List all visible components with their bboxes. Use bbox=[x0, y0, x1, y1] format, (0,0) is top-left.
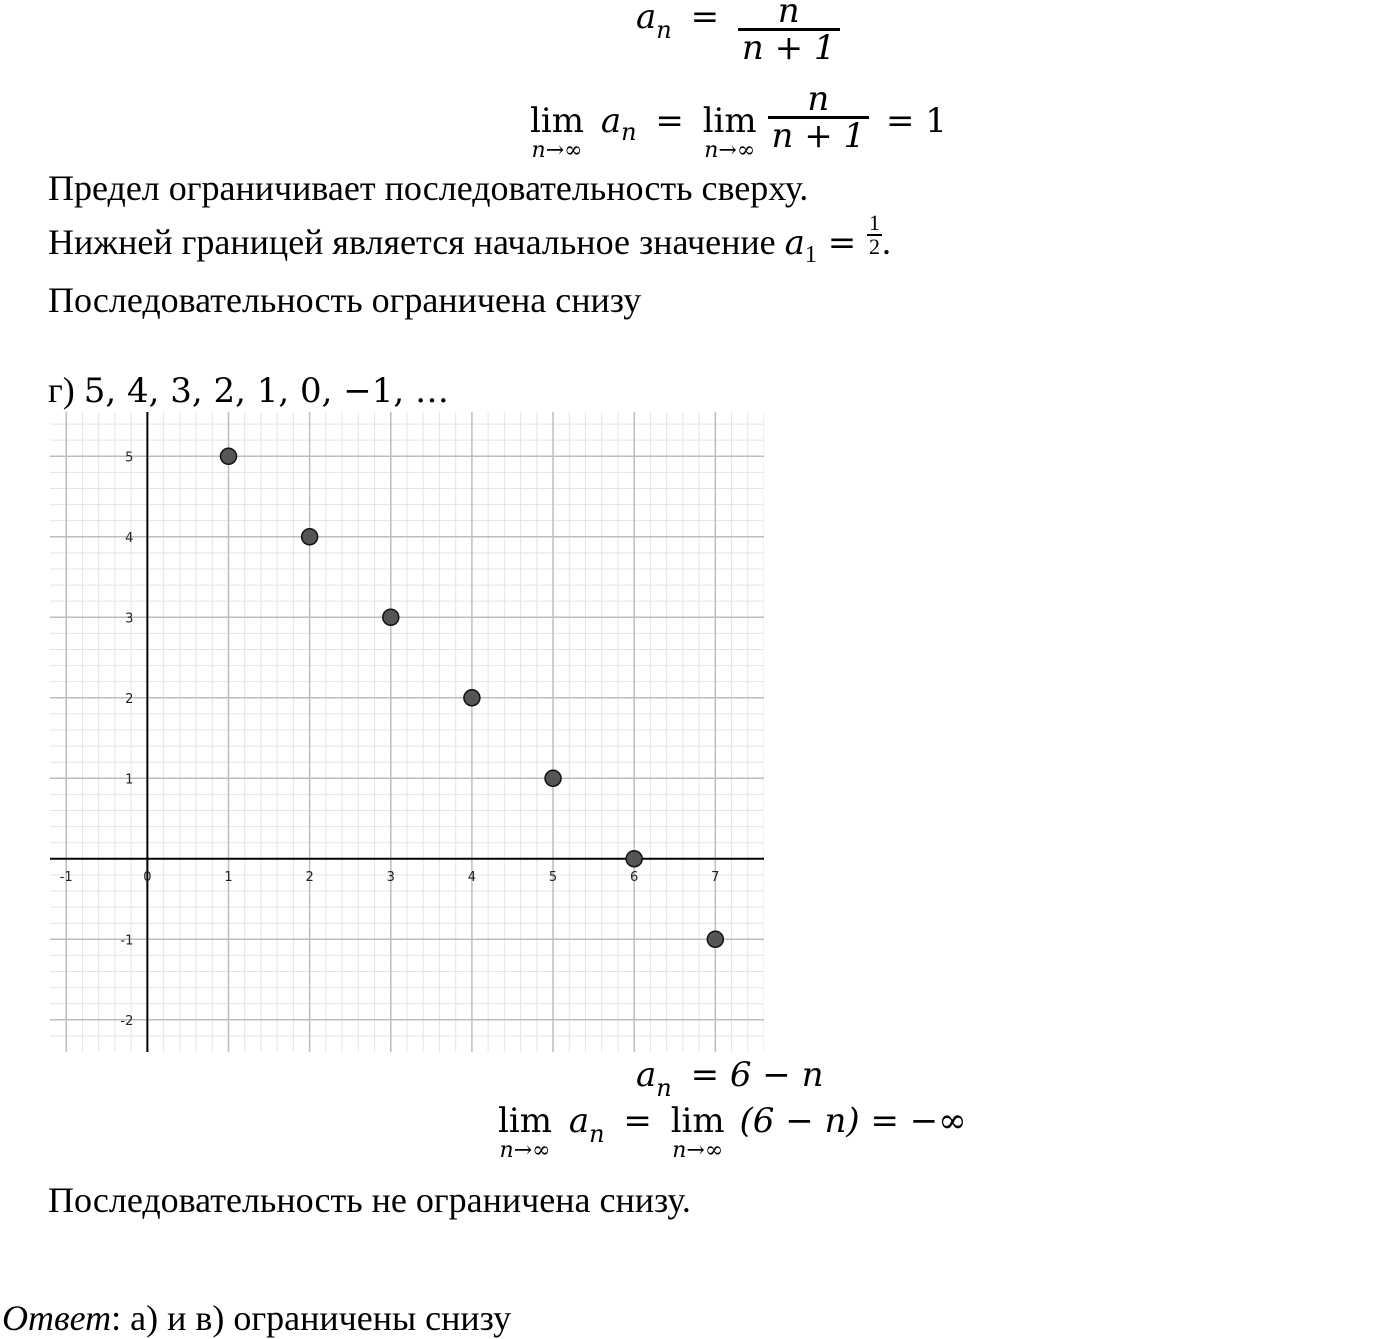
y-tick-label: -1 bbox=[120, 933, 134, 949]
answer-label: Ответ bbox=[2, 1298, 112, 1338]
limit-bottom-operator-2-text: lim bbox=[670, 1101, 725, 1141]
text-line-lower-bound-frac-den: 2 bbox=[869, 234, 881, 259]
x-tick-label: 2 bbox=[305, 869, 314, 885]
y-tick-label: 1 bbox=[125, 772, 134, 788]
limit-bottom-operator-1-text: lim bbox=[498, 1101, 552, 1141]
text-line-lower-bound bbox=[48, 210, 892, 268]
text-line-bounded-below: Последовательность ограничена снизу bbox=[48, 280, 642, 320]
limit-bottom-eq: = bbox=[623, 1101, 652, 1141]
limit-operator-2 bbox=[702, 101, 757, 163]
limit-top-an: a bbox=[600, 101, 622, 141]
formula-an-eq: = bbox=[690, 0, 720, 37]
data-point bbox=[626, 851, 642, 867]
limit-operator-1-under: n→∞ bbox=[531, 138, 583, 163]
text-line-lower-bound-sub: 1 bbox=[804, 242, 817, 268]
text-line-lower-bound-fraction bbox=[867, 212, 882, 258]
limit-top-result: = 1 bbox=[885, 101, 947, 141]
limit-top-den: n + 1 bbox=[768, 116, 870, 153]
limit-bottom-operator-2 bbox=[670, 1101, 725, 1163]
limit-bottom-operator-1-under: n→∞ bbox=[499, 1138, 551, 1163]
limit-top-eq: = bbox=[655, 101, 684, 141]
x-tick-label: 4 bbox=[467, 869, 477, 885]
formula-an bbox=[636, 0, 840, 68]
formula-an-bottom-sub: n bbox=[656, 1074, 672, 1102]
x-tick-label: 1 bbox=[224, 869, 233, 885]
x-tick-label: -1 bbox=[59, 869, 73, 885]
formula-an-bottom-rhs: = 6 − n bbox=[690, 1055, 824, 1095]
text-line-lower-bound-prefix: Нижней границей является начальное значение bbox=[48, 222, 785, 262]
formula-an-den: n + 1 bbox=[738, 28, 840, 65]
data-point bbox=[545, 770, 561, 786]
x-tick-label: 7 bbox=[711, 869, 720, 885]
formula-an-num: n bbox=[777, 0, 800, 31]
formula-an-bottom-var: a bbox=[636, 1055, 657, 1095]
part-g-sequence: 5, 4, 3, 2, 1, 0, −1, … bbox=[83, 371, 449, 411]
y-tick-label: 3 bbox=[125, 611, 134, 627]
x-tick-label: 5 bbox=[548, 869, 558, 885]
y-tick-label: 5 bbox=[125, 450, 134, 466]
text-line-lower-bound-suffix: . bbox=[882, 222, 892, 262]
limit-top-fraction bbox=[768, 79, 870, 156]
y-tick-label: 4 bbox=[125, 530, 134, 546]
formula-an-var: a bbox=[636, 0, 657, 37]
data-point bbox=[383, 609, 399, 625]
limit-operator-1 bbox=[530, 101, 584, 163]
limit-top-sub: n bbox=[621, 118, 637, 146]
limit-bottom-operator-2-under: n→∞ bbox=[672, 1138, 724, 1163]
limit-operator-1-text: lim bbox=[530, 101, 584, 141]
text-line-lower-bound-frac-num: 1 bbox=[869, 210, 881, 235]
limit-bottom-rhs: (6 − n) = −∞ bbox=[739, 1101, 967, 1141]
x-tick-label: 3 bbox=[386, 869, 395, 885]
data-point bbox=[302, 529, 318, 545]
limit-bottom-an: a bbox=[568, 1101, 590, 1141]
limit-top-num: n bbox=[807, 79, 830, 119]
answer-line bbox=[2, 1300, 511, 1336]
text-line-lower-bound-var: a bbox=[784, 223, 805, 263]
part-g-label: г) bbox=[48, 370, 84, 410]
text-line-lower-bound-eq: = bbox=[816, 223, 868, 263]
x-tick-label: 6 bbox=[630, 869, 639, 885]
limit-operator-2-text: lim bbox=[702, 101, 757, 141]
data-point bbox=[707, 931, 723, 947]
data-point bbox=[464, 690, 480, 706]
formula-limit-top bbox=[530, 79, 947, 163]
limit-operator-2-under: n→∞ bbox=[704, 138, 756, 163]
limit-bottom-sub: n bbox=[589, 1120, 605, 1148]
sequence-scatter-chart bbox=[50, 412, 764, 1052]
formula-an-fraction bbox=[738, 0, 840, 68]
y-tick-label: 2 bbox=[125, 691, 134, 707]
data-point bbox=[221, 448, 237, 464]
y-tick-label: -2 bbox=[120, 1013, 134, 1029]
formula-an-sub: n bbox=[656, 16, 672, 44]
text-line-upper-bound: Предел ограничивает последовательность сверху. bbox=[48, 168, 809, 208]
limit-bottom-operator-1 bbox=[498, 1101, 552, 1163]
part-g-heading bbox=[48, 370, 449, 411]
conclusion-text: Последовательность не ограничена снизу. bbox=[48, 1180, 691, 1220]
formula-limit-bottom bbox=[498, 1101, 967, 1163]
formula-an-bottom bbox=[636, 1055, 824, 1102]
x-tick-label: 0 bbox=[143, 869, 152, 885]
answer-text: : а) и в) ограничены снизу bbox=[111, 1298, 512, 1338]
